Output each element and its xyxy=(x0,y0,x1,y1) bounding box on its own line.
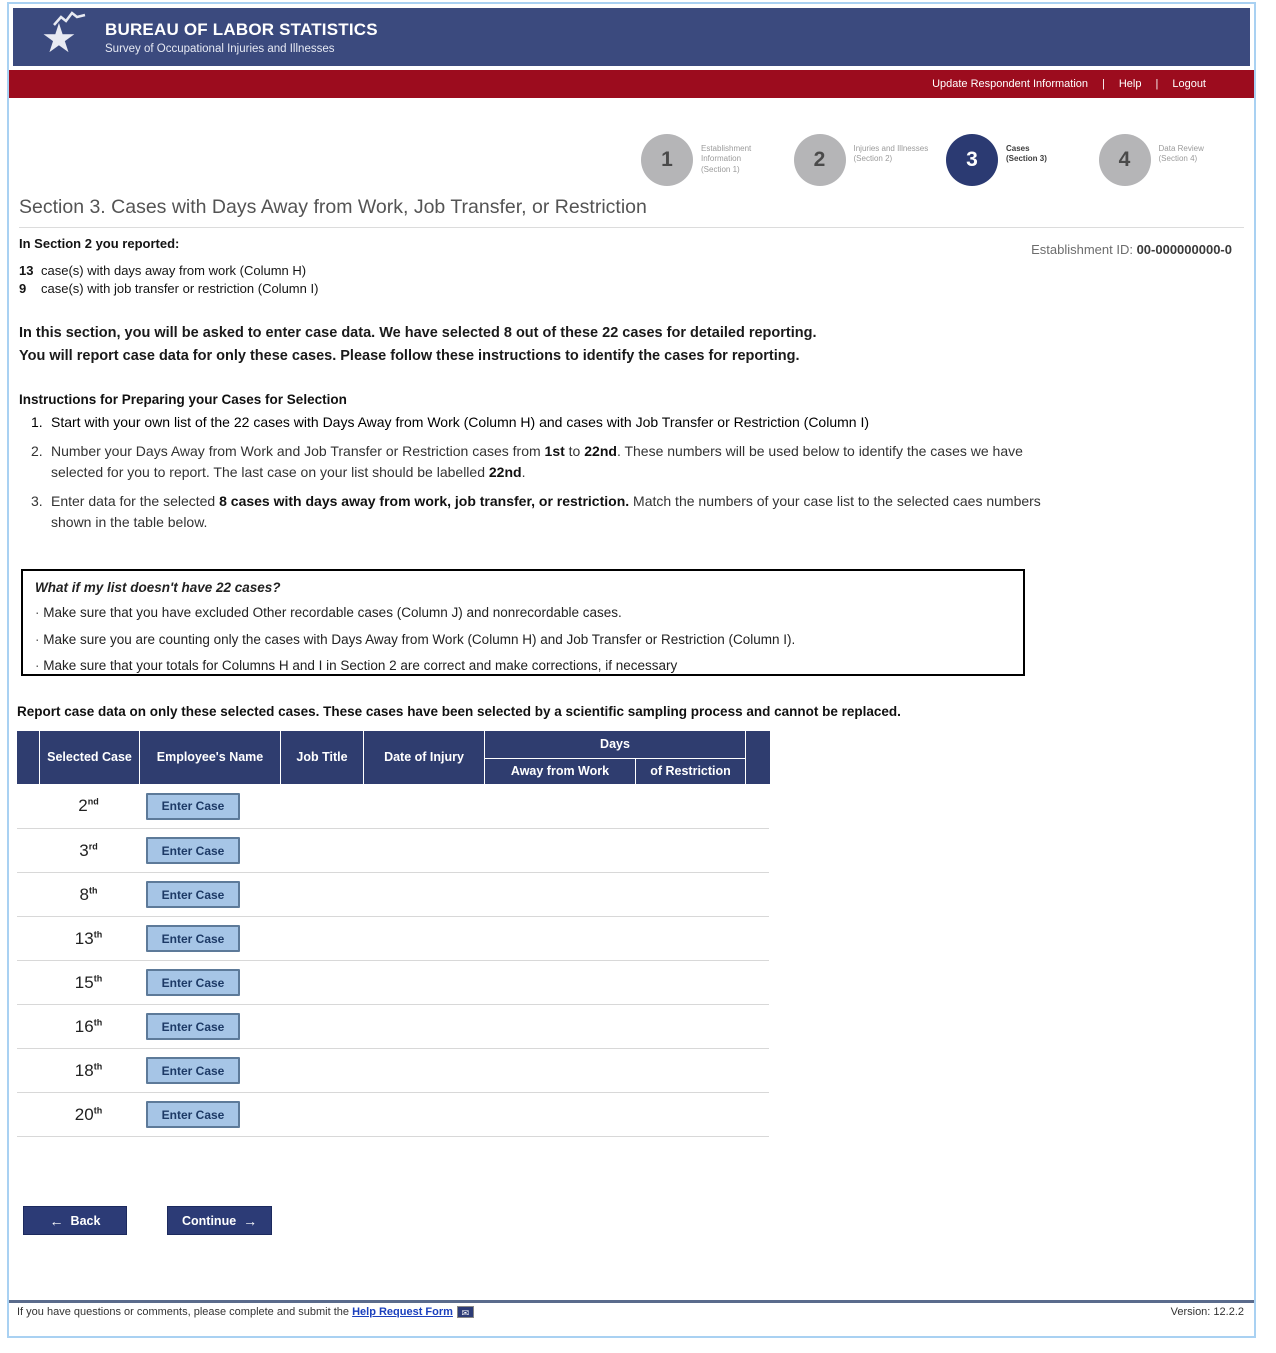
enter-case-button-16th[interactable]: Enter Case xyxy=(146,1013,240,1040)
instruction-item-1 xyxy=(31,412,1051,433)
header-selected-case: Selected Case xyxy=(40,731,139,784)
enter-case-button-18th[interactable]: Enter Case xyxy=(146,1057,240,1084)
ordinal-suffix: th xyxy=(93,1104,103,1115)
case-ordinal xyxy=(39,929,138,949)
app-header xyxy=(13,8,1250,66)
step-cases-active xyxy=(946,134,1099,186)
ordinal-suffix: th xyxy=(93,972,103,983)
brand-block xyxy=(105,20,378,55)
case-row-15th xyxy=(17,960,769,1004)
step-2-circle[interactable]: 2 xyxy=(794,134,846,186)
help-link[interactable]: Help xyxy=(1118,78,1142,90)
job-transfer-count: 9 xyxy=(19,281,27,296)
case-ordinal xyxy=(39,885,138,905)
establishment-id-value: 00-000000000-0 xyxy=(1136,242,1232,257)
header-days-group: Days xyxy=(485,731,745,758)
job-transfer-text: case(s) with job transfer or restriction (Column I) xyxy=(41,281,319,296)
whatif-question: What if my list doesn't have 22 cases? xyxy=(35,580,281,595)
progress-steps xyxy=(641,134,1251,186)
item-number: 3. xyxy=(31,493,43,509)
item-text-part: to xyxy=(564,443,585,459)
back-arrow-icon: ← xyxy=(49,1212,64,1229)
nav-separator: | xyxy=(1102,78,1105,90)
continue-button[interactable] xyxy=(167,1206,272,1235)
whatif-box xyxy=(21,569,1025,676)
ordinal-suffix: rd xyxy=(88,840,98,851)
item-bold: 22nd xyxy=(488,464,522,480)
intro-line2: You will report case data for only these cases. Please follow these instructions to identify the cases for reporting. xyxy=(19,348,800,365)
logout-link[interactable]: Logout xyxy=(1172,78,1206,90)
continue-button-label: Continue xyxy=(182,1213,237,1228)
step-2-label xyxy=(854,144,938,165)
step-3-label xyxy=(1006,144,1090,165)
case-ordinal xyxy=(39,1061,138,1081)
header-away-from-work: Away from Work xyxy=(485,759,635,784)
case-ordinal xyxy=(39,973,138,993)
ordinal-number: 16 xyxy=(74,1016,94,1036)
item-text-part: Enter data for the selected xyxy=(51,493,220,509)
section2-summary xyxy=(19,236,318,299)
item-text-part: Match the numbers of your case list to the selected caes numbers shown in the table below. xyxy=(51,493,1041,530)
item-text-part: Number your Days Away from Work and Job Transfer or Restriction cases from xyxy=(51,443,545,459)
enter-case-button-20th[interactable]: Enter Case xyxy=(146,1101,240,1128)
step-1-name: Establishment Information xyxy=(701,144,752,164)
reported-row xyxy=(19,263,318,278)
selected-cases-table xyxy=(17,731,769,1137)
header-job-title: Job Title xyxy=(281,731,363,784)
intro-text: for detailed reporting. xyxy=(662,325,817,341)
item-text-part: . These numbers will be used below to identify the cases we have selected for you to report. The last case on your list should be labelled xyxy=(51,443,1023,480)
enter-case-button-8th[interactable]: Enter Case xyxy=(146,881,240,908)
ordinal-number: 13 xyxy=(74,928,94,948)
step-4-label xyxy=(1159,144,1243,165)
establishment-id xyxy=(1031,242,1232,257)
header-date-of-injury: Date of Injury xyxy=(364,731,484,784)
case-ordinal xyxy=(39,1017,138,1037)
table-header xyxy=(17,731,769,784)
step-data-review xyxy=(1099,134,1252,186)
item-bold: 8 cases with days away from work, job transfer, or restriction. xyxy=(219,493,630,509)
ordinal-number: 8 xyxy=(79,884,89,904)
instructions-list xyxy=(31,412,1051,541)
survey-subtitle: Survey of Occupational Injuries and Illnesses xyxy=(105,42,335,55)
intro-bold: 8 out of these 22 cases xyxy=(503,325,663,341)
case-row-8th xyxy=(17,872,769,916)
report-instruction: Report case data on only these selected cases. These cases have been selected by a scientific sampling process and cannot be replaced. xyxy=(17,704,901,719)
org-title: BUREAU OF LABOR STATISTICS xyxy=(105,19,378,39)
ordinal-suffix: nd xyxy=(87,796,99,807)
item-number: 2. xyxy=(31,443,43,459)
update-respondent-link[interactable]: Update Respondent Information xyxy=(932,78,1088,90)
table-body xyxy=(17,784,769,1137)
step-4-name: Data Review xyxy=(1158,144,1204,153)
footer-help-text xyxy=(17,1306,474,1318)
case-row-16th xyxy=(17,1004,769,1048)
step-4-circle[interactable]: 4 xyxy=(1099,134,1151,186)
instructions-heading: Instructions for Preparing your Cases for Selection xyxy=(19,392,347,407)
step-2-section: (Section 2) xyxy=(853,154,893,164)
help-request-form-link[interactable]: Help Request Form xyxy=(352,1306,453,1318)
step-establishment xyxy=(641,134,794,186)
enter-case-button-15th[interactable]: Enter Case xyxy=(146,969,240,996)
ordinal-number: 18 xyxy=(74,1060,94,1080)
star-icon: ★ xyxy=(41,17,77,61)
step-1-label xyxy=(701,144,785,175)
whatif-bullet: · Make sure that your totals for Columns H and I in Section 2 are correct and make corrections, if necessary xyxy=(35,656,1011,676)
case-ordinal xyxy=(39,1105,138,1125)
step-4-section: (Section 4) xyxy=(1158,154,1198,164)
whatif-bullet: · Make sure that you have excluded Other recordable cases (Column J) and nonrecordable cases. xyxy=(35,603,1011,623)
continue-arrow-icon: → xyxy=(243,1212,258,1229)
case-row-3rd xyxy=(17,828,769,872)
step-injuries xyxy=(794,134,947,186)
trend-line-icon xyxy=(53,11,87,27)
envelope-icon: ✉ xyxy=(457,1306,474,1318)
header-of-restriction: of Restriction xyxy=(636,759,745,784)
footer xyxy=(17,1306,1244,1318)
item-text xyxy=(51,491,1051,533)
navigation-buttons xyxy=(23,1206,272,1235)
case-row-18th xyxy=(17,1048,769,1092)
item-text-part: . xyxy=(521,464,526,480)
step-3-name: Cases xyxy=(1006,144,1030,153)
section2-summary-intro: In Section 2 you reported: xyxy=(19,236,180,251)
step-3-circle[interactable]: 3 xyxy=(946,134,998,186)
case-ordinal xyxy=(39,796,138,816)
reported-row xyxy=(19,281,318,296)
case-row-13th xyxy=(17,916,769,960)
case-row-20th xyxy=(17,1092,769,1136)
header-trailing-cell xyxy=(746,731,770,784)
footer-text: If you have questions or comments, please complete and submit the xyxy=(17,1306,353,1318)
item-bold: 1st xyxy=(544,443,565,459)
case-row-2nd xyxy=(17,784,769,828)
ordinal-suffix: th xyxy=(93,1060,103,1071)
intro-paragraph xyxy=(19,322,1089,368)
bls-logo-icon xyxy=(39,11,91,63)
days-away-count: 13 xyxy=(19,263,34,278)
enter-case-button-2nd[interactable]: Enter Case xyxy=(146,793,240,820)
instruction-item-2 xyxy=(31,441,1051,483)
item-bold: 22nd xyxy=(584,443,617,459)
ordinal-number: 15 xyxy=(74,972,94,992)
item-number: 1. xyxy=(31,414,43,430)
ordinal-number: 2 xyxy=(78,796,88,815)
case-ordinal xyxy=(39,841,138,861)
step-1-circle[interactable]: 1 xyxy=(641,134,693,186)
footer-divider xyxy=(9,1300,1254,1303)
step-1-section: (Section 1) xyxy=(701,164,740,174)
item-text xyxy=(51,441,1051,483)
ordinal-number: 3 xyxy=(79,840,89,860)
step-3-section: (Section 3) xyxy=(1006,154,1047,164)
utility-nav xyxy=(9,70,1254,98)
ordinal-suffix: th xyxy=(88,884,98,895)
establishment-id-label: Establishment ID: xyxy=(1031,242,1133,257)
item-text: Start with your own list of the 22 cases with Days Away from Work (Column H) and cases with Job Transfer or Restriction (Column I) xyxy=(51,414,869,430)
page-frame xyxy=(7,2,1256,1338)
whatif-bullet: · Make sure you are counting only the cases with Days Away from Work (Column H) and Job Transfer or Restriction (Column I). xyxy=(35,630,1011,650)
page-title: Section 3. Cases with Days Away from Work, Job Transfer, or Restriction xyxy=(19,196,1244,228)
ordinal-number: 20 xyxy=(74,1104,94,1124)
intro-text: In this section, you will be asked to enter case data. We have selected xyxy=(19,325,504,341)
instruction-item-3 xyxy=(31,491,1051,533)
ordinal-suffix: th xyxy=(93,928,103,939)
header-employee-name: Employee's Name xyxy=(140,731,280,784)
enter-case-button-3rd[interactable]: Enter Case xyxy=(146,837,240,864)
version-label: Version: 12.2.2 xyxy=(1170,1306,1244,1318)
back-button-label: Back xyxy=(70,1213,101,1228)
nav-separator: | xyxy=(1155,78,1159,90)
back-button[interactable] xyxy=(23,1206,127,1235)
enter-case-button-13th[interactable]: Enter Case xyxy=(146,925,240,952)
days-away-text: case(s) with days away from work (Column H) xyxy=(41,263,307,278)
step-2-name: Injuries and Illnesses xyxy=(853,144,929,153)
ordinal-suffix: th xyxy=(93,1016,103,1027)
header-spacer-cell xyxy=(17,731,39,784)
